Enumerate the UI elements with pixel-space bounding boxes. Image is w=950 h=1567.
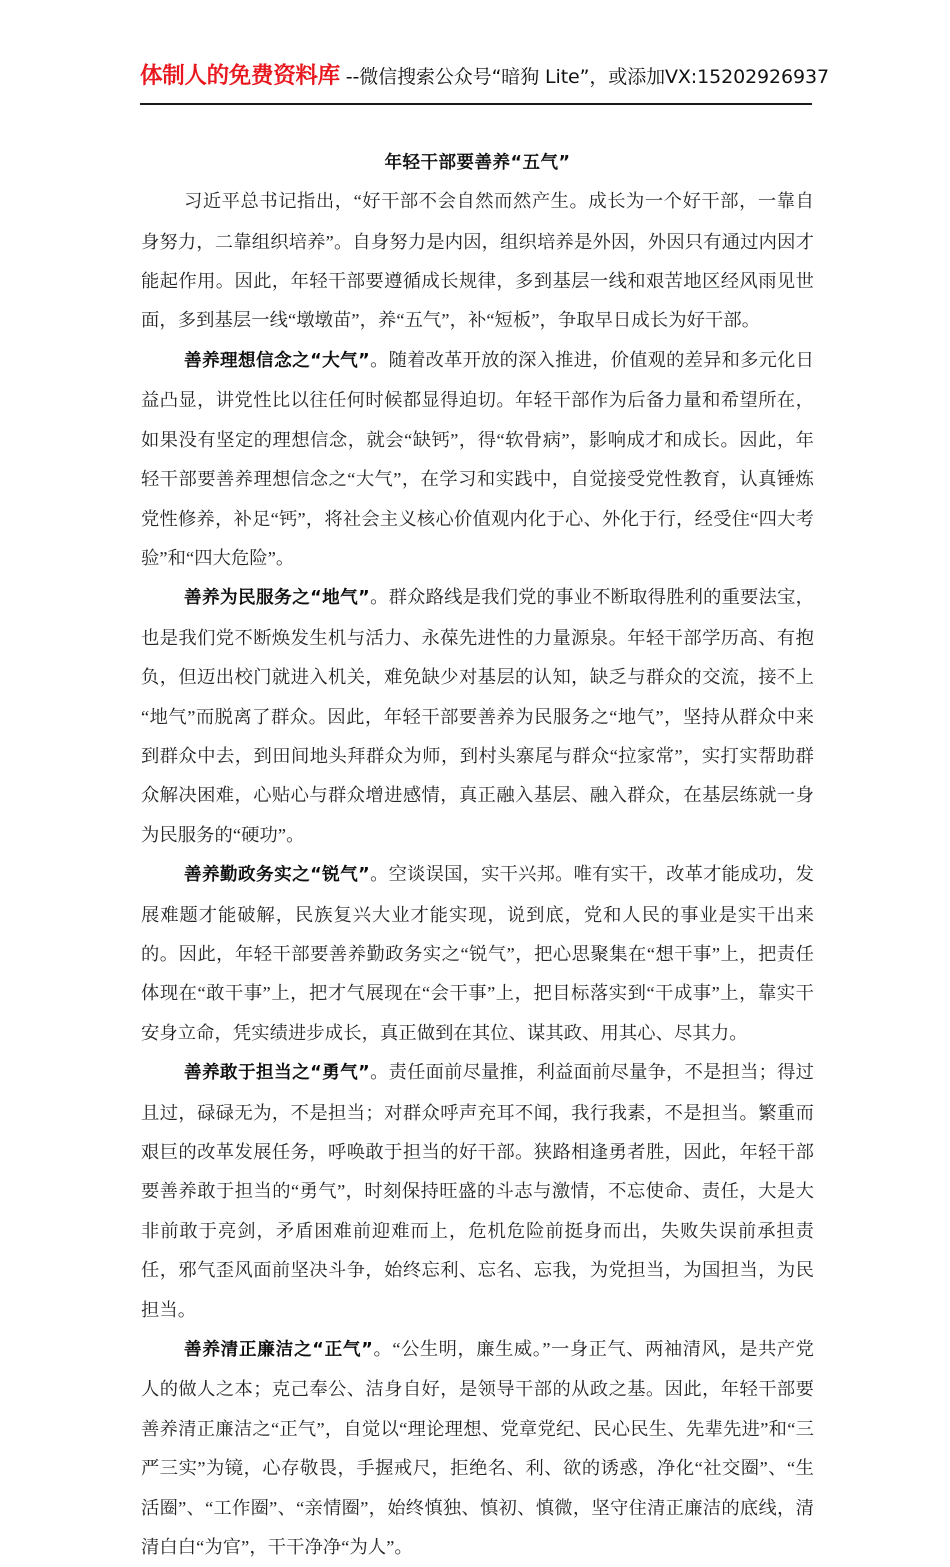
page-title: 年轻干部要善养“五气” (384, 153, 571, 173)
paragraph-yongqi (141, 1053, 814, 1330)
paragraph-text: 。“公生明，廉生威。”一身正气、两袖清风，是共产党人的做人之本；克己奉公、洁身自好，是领导干部的从政之基。因此，年轻干部要善养清正廉洁之“正气”，自觉以“理论理想、党章党纪、民心民生、先辈先进”和“三严三实”为镜，心存敬畏，手握戒尺，拒绝名、利、欲的诱惑，净化“社交圈”、“生活圈”、“工作圈”、“亲情圈”，始终慎独、慎初、慎微，坚守住清正廉洁的底线，清清白白“为官”，干干净净“为人”。 (141, 1339, 814, 1558)
paragraph-text: 习近平总书记指出，“好干部不会自然而然产生。成长为一个好干部，一靠自身努力，二靠组织培养”。自身努力是内因，组织培养是外因，外因只有通过内因才能起作用。因此，年轻干部要遵循成长规律，多到基层一线和艰苦地区经风雨见世面，多到基层一线“墩墩苗”，养“五气”，补“短板”，争取早日成长为好干部。 (141, 191, 814, 331)
promo-header-line (140, 62, 829, 91)
paragraph-text: 。随着改革开放的深入推进，价值观的差异和多元化日益凸显，讲党性比以往任何时候都显得迫切。年轻干部作为后备力量和希望所在，如果没有坚定的理想信念，就会“缺钙”，得“软骨病”，影响成才和成长。因此，年轻干部要善养理想信念之“大气”，在学习和实践中，自觉接受党性教育，认真锤炼党性修养，补足“钙”，将社会主义核心价值观内化于心、外化于行，经受住“四大考验”和“四大危险”。 (141, 349, 814, 568)
paragraph-zhengqi (141, 1330, 814, 1567)
document-body (141, 150, 814, 1567)
promo-header (140, 62, 829, 91)
paragraph-lead: 善养清正廉洁之“正气” (184, 1340, 374, 1361)
paragraph-intro (141, 182, 814, 341)
paragraph-text: 。空谈误国，实干兴邦。唯有实干，改革才能成功，发展难题才能破解，民族复兴大业才能实现，说到底，党和人民的事业是实干出来的。因此，年轻干部要善养勤政务实之“锐气”，把心思聚集在“想干事”上，把责任体现在“敢干事”上，把才气展现在“会干事”上，把目标落实到“干成事”上，靠实干安身立命，凭实绩进步成长，真正做到在其位、谋其政、用其心、尽其力。 (141, 864, 814, 1043)
paragraph-text: 。群众路线是我们党的事业不断取得胜利的重要法宝，也是我们党不断焕发生机与活力、永葆先进性的力量源泉。年轻干部学历高、有抱负，但迈出校门就进入机关，难免缺少对基层的认知，缺乏与群众的交流，接不上“地气”而脱离了群众。因此，年轻干部要善养为民服务之“地气”，坚持从群众中来到群众中去，到田间地头拜群众为师，到村头寨尾与群众“拉家常”，实打实帮助群众解决困难，心贴心与群众增进感情，真正融入基层、融入群众，在基层练就一身为民服务的“硬功”。 (141, 587, 814, 845)
promo-contact-text: --微信搜索公众号“暗狗 Lite”，或添加VX:15202926937 (339, 66, 829, 88)
paragraph-diqi (141, 578, 814, 855)
paragraph-lead: 善养为民服务之“地气” (184, 588, 370, 609)
promo-header-divider (140, 103, 812, 105)
paragraph-text: 。责任面前尽量推，利益面前尽量争，不是担当；得过且过，碌碌无为，不是担当；对群众呼声充耳不闻，我行我素，不是担当。繁重而艰巨的改革发展任务，呼唤敢于担当的好干部。狭路相逢勇者胜，因此，年轻干部要善养敢于担当的“勇气”，时刻保持旺盛的斗志与激情，不忘使命、责任，大是大非前敢于亮剑，矛盾困难前迎难而上，危机危险前挺身而出，失败失误前承担责任，邪气歪风面前坚决斗争，始终忘利、忘名、忘我，为党担当，为国担当，为民担当。 (141, 1062, 814, 1320)
paragraph-ruiqi (141, 855, 814, 1053)
promo-brand-text: 体制人的免费资料库 (140, 63, 340, 89)
paragraph-lead: 善养敢于担当之“勇气” (184, 1063, 370, 1084)
paragraph-daqi (141, 341, 814, 578)
paragraph-lead: 善养勤政务实之“锐气” (184, 865, 370, 886)
paragraph-lead: 善养理想信念之“大气” (184, 350, 370, 371)
